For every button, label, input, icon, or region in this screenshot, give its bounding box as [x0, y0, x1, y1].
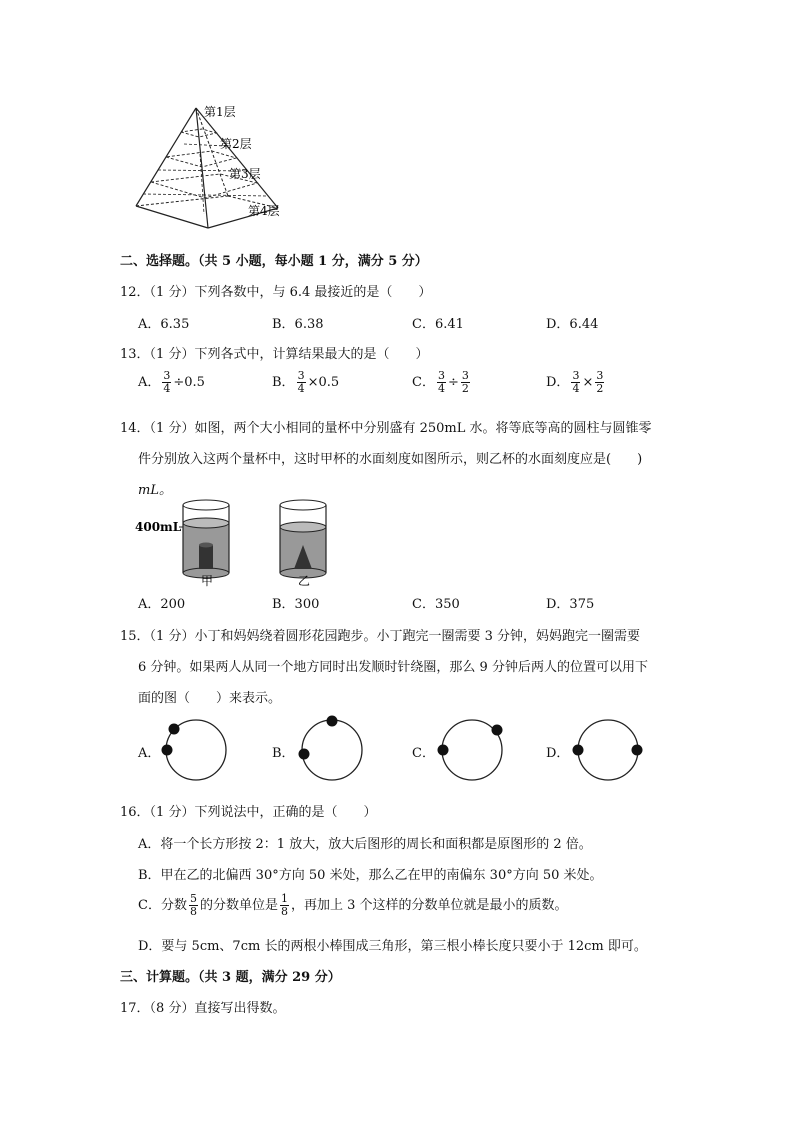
q12-option-a[interactable]: A．6.35 [138, 317, 190, 332]
q13-option-d[interactable] [546, 370, 606, 395]
q14-stem-line1: 14．（1 分）如图，两个大小相同的量杯中分别盛有 250mL 水。将等底等高的圆柱与圆锥零 [120, 421, 652, 436]
fraction: $\frac{3}{2}$ [596, 369, 604, 395]
q15-option-c-label[interactable]: C． [412, 746, 435, 761]
q15-stem-line1: 15．（1 分）小丁和妈妈绕着圆形花园跑步。小丁跑完一圈需要 3 分钟，妈妈跑完一圈需要 [120, 629, 640, 644]
q14-option-d[interactable]: D．375 [546, 597, 595, 612]
q12-option-b[interactable]: B．6.38 [272, 317, 324, 332]
q14-stem-line2: 件分别放入这两个量杯中，这时甲杯的水面刻度如图所示，则乙杯的水面刻度应是( ) [138, 452, 643, 467]
fraction: $\frac{3}{4}$ [437, 369, 445, 395]
q14-stem-line3: mL。 [138, 483, 172, 498]
cup-jia-label: 甲 [201, 574, 214, 588]
fraction: $\frac{1}{8}$ [280, 892, 288, 918]
fraction: $\frac{3}{2}$ [461, 369, 469, 395]
section-2-title: 二、选择题。（共 5 小题，每小题 1 分，满分 5 分） [120, 254, 428, 269]
q13-c-label: C． [412, 375, 435, 390]
q16-option-b[interactable]: B．甲在乙的北偏西 30°方向 50 米处，那么乙在甲的南偏东 30°方向 50 米处。 [138, 868, 603, 883]
cup-yi-label: 乙 [298, 574, 311, 588]
q15-option-a-label[interactable]: A． [138, 746, 161, 761]
pyramid-layer-2-label: 第2层 [220, 137, 252, 151]
q16-option-c[interactable] [138, 893, 568, 918]
q15-option-d-circle[interactable] [570, 716, 650, 786]
fraction: $\frac{3}{4}$ [572, 369, 580, 395]
q13-d-label: D． [546, 375, 570, 390]
q12-option-c[interactable]: C．6.41 [412, 317, 464, 332]
q15-stem-line3: 面的图（ ）来表示。 [138, 691, 282, 706]
q16-c-post: ，再加上 3 个这样的分数单位就是最小的质数。 [290, 898, 568, 913]
pyramid-layer-1-label: 第1层 [204, 105, 236, 119]
q16-option-a[interactable]: A．将一个长方形按 2：1 放大，放大后图形的周长和面积都是原图形的 2 倍。 [138, 837, 592, 852]
q17-stem: 17．（8 分）直接写出得数。 [120, 1001, 286, 1016]
q15-option-c-circle[interactable] [436, 716, 516, 786]
q13-a-rest: ÷0.5 [173, 375, 205, 390]
q14-option-b[interactable]: B．300 [272, 597, 320, 612]
q13-option-a[interactable] [138, 370, 205, 395]
q14-option-a[interactable]: A．200 [138, 597, 186, 612]
q13-stem: 13．（1 分）下列各式中，计算结果最大的是（ ） [120, 347, 429, 362]
q13-option-b[interactable] [272, 370, 339, 395]
section-3-title: 三、计算题。（共 3 题，满分 29 分） [120, 970, 341, 985]
q13-a-label: A． [138, 375, 161, 390]
cup-yi [280, 500, 326, 578]
q15-option-d-label[interactable]: D． [546, 746, 570, 761]
fraction: $\frac{3}{4}$ [297, 369, 305, 395]
q13-option-c[interactable] [412, 370, 472, 395]
q13-d-operator: × [582, 375, 594, 390]
q16-stem: 16．（1 分）下列说法中，正确的是（ ） [120, 805, 377, 820]
q12-option-d[interactable]: D．6.44 [546, 317, 599, 332]
q16-c-pre: C．分数 [138, 898, 187, 913]
q13-b-rest: ×0.5 [307, 375, 340, 390]
q15-option-a-circle[interactable] [158, 716, 238, 786]
pyramid-layer-3-label: 第3层 [229, 167, 261, 181]
q15-option-b-label[interactable]: B． [272, 746, 295, 761]
q13-c-operator: ÷ [447, 375, 459, 390]
pyramid-layer-4-label: 第4层 [248, 204, 280, 218]
q14-option-c[interactable]: C．350 [412, 597, 460, 612]
fraction: $\frac{3}{4}$ [163, 369, 171, 395]
q15-stem-line2: 6 分钟。如果两人从同一个地方同时出发顺时针绕圈，那么 9 分钟后两人的位置可以用下 [138, 660, 648, 675]
q16-option-d[interactable]: D．要与 5cm、7cm 长的两根小棒围成三角形，第三根小棒长度只要小于 12cm 即可。 [138, 939, 647, 954]
q16-c-mid: 的分数单位是 [199, 898, 278, 913]
q15-option-b-circle[interactable] [296, 714, 376, 786]
q13-b-label: B． [272, 375, 295, 390]
q12-stem: 12．（1 分）下列各数中，与 6.4 最接近的是（ ） [120, 285, 432, 300]
pyramid-figure [128, 96, 298, 236]
measuring-cups-figure [135, 497, 335, 589]
cup-mark-label: 400mL [135, 520, 182, 534]
fraction: $\frac{5}{8}$ [189, 892, 197, 918]
cup-jia [183, 500, 229, 578]
